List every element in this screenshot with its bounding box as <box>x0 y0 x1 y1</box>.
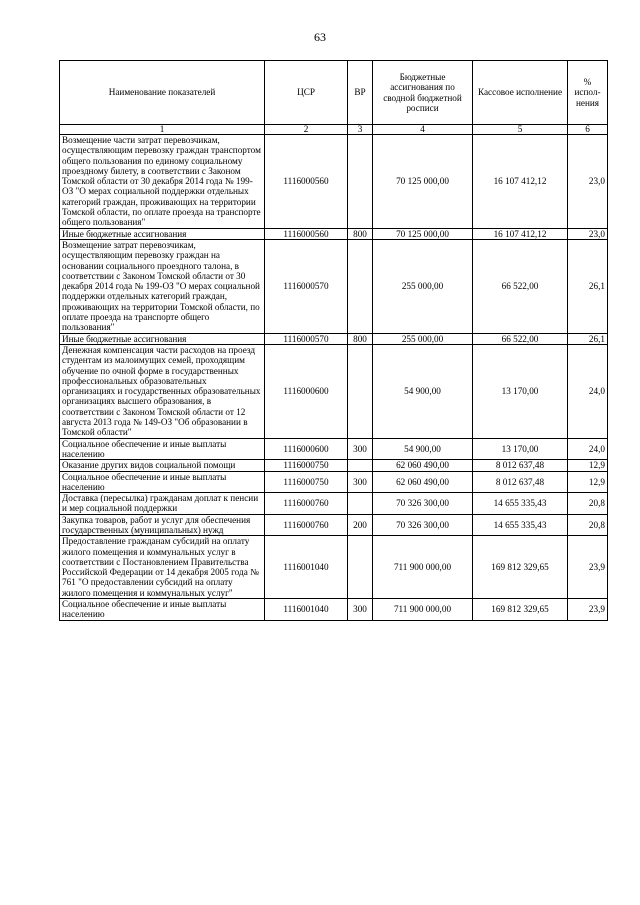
row-percent: 26,1 <box>568 239 608 333</box>
row-allocation: 70 125 000,00 <box>373 228 473 239</box>
row-vr: 800 <box>348 333 373 344</box>
row-percent: 23,0 <box>568 228 608 239</box>
column-numbers-row <box>60 125 608 135</box>
table-row <box>60 514 608 536</box>
header-name: Наименование показателей <box>60 61 265 125</box>
row-vr <box>348 344 373 438</box>
column-number: 4 <box>373 125 473 135</box>
row-vr <box>348 493 373 515</box>
row-percent: 23,9 <box>568 536 608 599</box>
table-row <box>60 599 608 621</box>
header-vr: ВР <box>348 61 373 125</box>
row-execution: 16 107 412,12 <box>473 135 568 229</box>
header-execution-percent: % испол-нения <box>568 61 608 125</box>
table-row <box>60 493 608 515</box>
row-csr: 1116000750 <box>265 471 348 493</box>
row-name: Социальное обеспечение и иные выплаты населению <box>60 471 265 493</box>
row-name: Иные бюджетные ассигнования <box>60 228 265 239</box>
row-percent: 23,9 <box>568 599 608 621</box>
table-row <box>60 239 608 333</box>
table-header-row <box>60 61 608 125</box>
row-allocation: 54 900,00 <box>373 344 473 438</box>
row-allocation: 70 326 300,00 <box>373 493 473 515</box>
budget-execution-table <box>59 60 608 621</box>
row-csr: 1116000560 <box>265 135 348 229</box>
row-csr: 1116001040 <box>265 599 348 621</box>
table-row <box>60 135 608 229</box>
header-budget-allocations: Бюджетные ассигнования по сводной бюджетной росписи <box>373 61 473 125</box>
row-name: Закупка товаров, работ и услуг для обеспечения государственных (муниципальных) нужд <box>60 514 265 536</box>
row-execution: 13 170,00 <box>473 344 568 438</box>
row-allocation: 62 060 490,00 <box>373 471 473 493</box>
column-number: 6 <box>568 125 608 135</box>
header-cash-execution: Кассовое исполнение <box>473 61 568 125</box>
table-row <box>60 460 608 471</box>
row-allocation: 711 900 000,00 <box>373 536 473 599</box>
row-vr: 300 <box>348 599 373 621</box>
row-vr: 300 <box>348 471 373 493</box>
row-vr: 300 <box>348 438 373 460</box>
row-name: Возмещение затрат перевозчикам, осуществляющим перевозку граждан на основании социального проездного талона, в соответствии с Законом Томской области от 30 декабря 2014 года № 199-ОЗ "О мерах социальной поддержки отдельных категорий граждан, проживающих на территории Томской области, по оплате проезда на транспорте общего пользования" <box>60 239 265 333</box>
row-name: Денежная компенсация части расходов на проезд студентам из малоимущих семей, проходящим обучение по очной форме в государственных профессиональных образовательных организациях и государственных образовательных организациях высшего образования, в соответствии с Законом Томской области от 12 августа 2013 года № 149-ОЗ "Об образовании в Томской области" <box>60 344 265 438</box>
row-name: Оказание других видов социальной помощи <box>60 460 265 471</box>
table-row <box>60 536 608 599</box>
row-execution: 14 655 335,43 <box>473 514 568 536</box>
row-vr: 800 <box>348 228 373 239</box>
column-number: 3 <box>348 125 373 135</box>
row-vr <box>348 135 373 229</box>
table-row <box>60 471 608 493</box>
row-allocation: 62 060 490,00 <box>373 460 473 471</box>
row-allocation: 70 125 000,00 <box>373 135 473 229</box>
row-allocation: 711 900 000,00 <box>373 599 473 621</box>
row-percent: 26,1 <box>568 333 608 344</box>
table-row <box>60 438 608 460</box>
row-vr <box>348 460 373 471</box>
row-csr: 1116000760 <box>265 493 348 515</box>
row-name: Социальное обеспечение и иные выплаты населению <box>60 438 265 460</box>
page-number: 63 <box>314 30 326 44</box>
row-name: Доставка (пересылка) гражданам доплат к пенсии и мер социальной поддержки <box>60 493 265 515</box>
row-csr: 1116000570 <box>265 239 348 333</box>
table-row <box>60 333 608 344</box>
row-allocation: 54 900,00 <box>373 438 473 460</box>
row-name: Иные бюджетные ассигнования <box>60 333 265 344</box>
table-row <box>60 344 608 438</box>
row-csr: 1116000570 <box>265 333 348 344</box>
row-csr: 1116000600 <box>265 344 348 438</box>
row-vr: 200 <box>348 514 373 536</box>
column-number: 1 <box>60 125 265 135</box>
row-percent: 12,9 <box>568 460 608 471</box>
row-percent: 20,8 <box>568 493 608 515</box>
row-allocation: 255 000,00 <box>373 239 473 333</box>
row-execution: 16 107 412,12 <box>473 228 568 239</box>
row-execution: 66 522,00 <box>473 239 568 333</box>
row-allocation: 255 000,00 <box>373 333 473 344</box>
row-percent: 24,0 <box>568 344 608 438</box>
table-row <box>60 228 608 239</box>
row-csr: 1116001040 <box>265 536 348 599</box>
column-number: 5 <box>473 125 568 135</box>
column-number: 2 <box>265 125 348 135</box>
row-execution: 13 170,00 <box>473 438 568 460</box>
row-name: Возмещение части затрат перевозчикам, осуществляющим перевозку граждан транспортом общего пользования по единому социальному проездному билету, в соответствии с Законом Томской области от 30 декабря 2014 года № 199-ОЗ "О мерах социальной поддержки отдельных категорий граждан, проживающих на территории Томской области, по оплате проезда на транспорте общего пользования" <box>60 135 265 229</box>
row-csr: 1116000600 <box>265 438 348 460</box>
row-execution: 169 812 329,65 <box>473 599 568 621</box>
row-execution: 8 012 637,48 <box>473 460 568 471</box>
row-percent: 23,0 <box>568 135 608 229</box>
row-allocation: 70 326 300,00 <box>373 514 473 536</box>
row-percent: 20,8 <box>568 514 608 536</box>
row-execution: 66 522,00 <box>473 333 568 344</box>
header-csr: ЦСР <box>265 61 348 125</box>
row-name: Социальное обеспечение и иные выплаты населению <box>60 599 265 621</box>
row-csr: 1116000560 <box>265 228 348 239</box>
row-execution: 8 012 637,48 <box>473 471 568 493</box>
row-percent: 12,9 <box>568 471 608 493</box>
row-csr: 1116000750 <box>265 460 348 471</box>
row-vr <box>348 536 373 599</box>
row-execution: 169 812 329,65 <box>473 536 568 599</box>
row-execution: 14 655 335,43 <box>473 493 568 515</box>
row-percent: 24,0 <box>568 438 608 460</box>
row-vr <box>348 239 373 333</box>
row-csr: 1116000760 <box>265 514 348 536</box>
row-name: Предоставление гражданам субсидий на оплату жилого помещения и коммунальных услуг в соответствии с Постановлением Правительства Российской Федерации от 14 декабря 2005 года № 761 "О предоставлении субсидий на оплату жилого помещения и коммунальных услуг" <box>60 536 265 599</box>
